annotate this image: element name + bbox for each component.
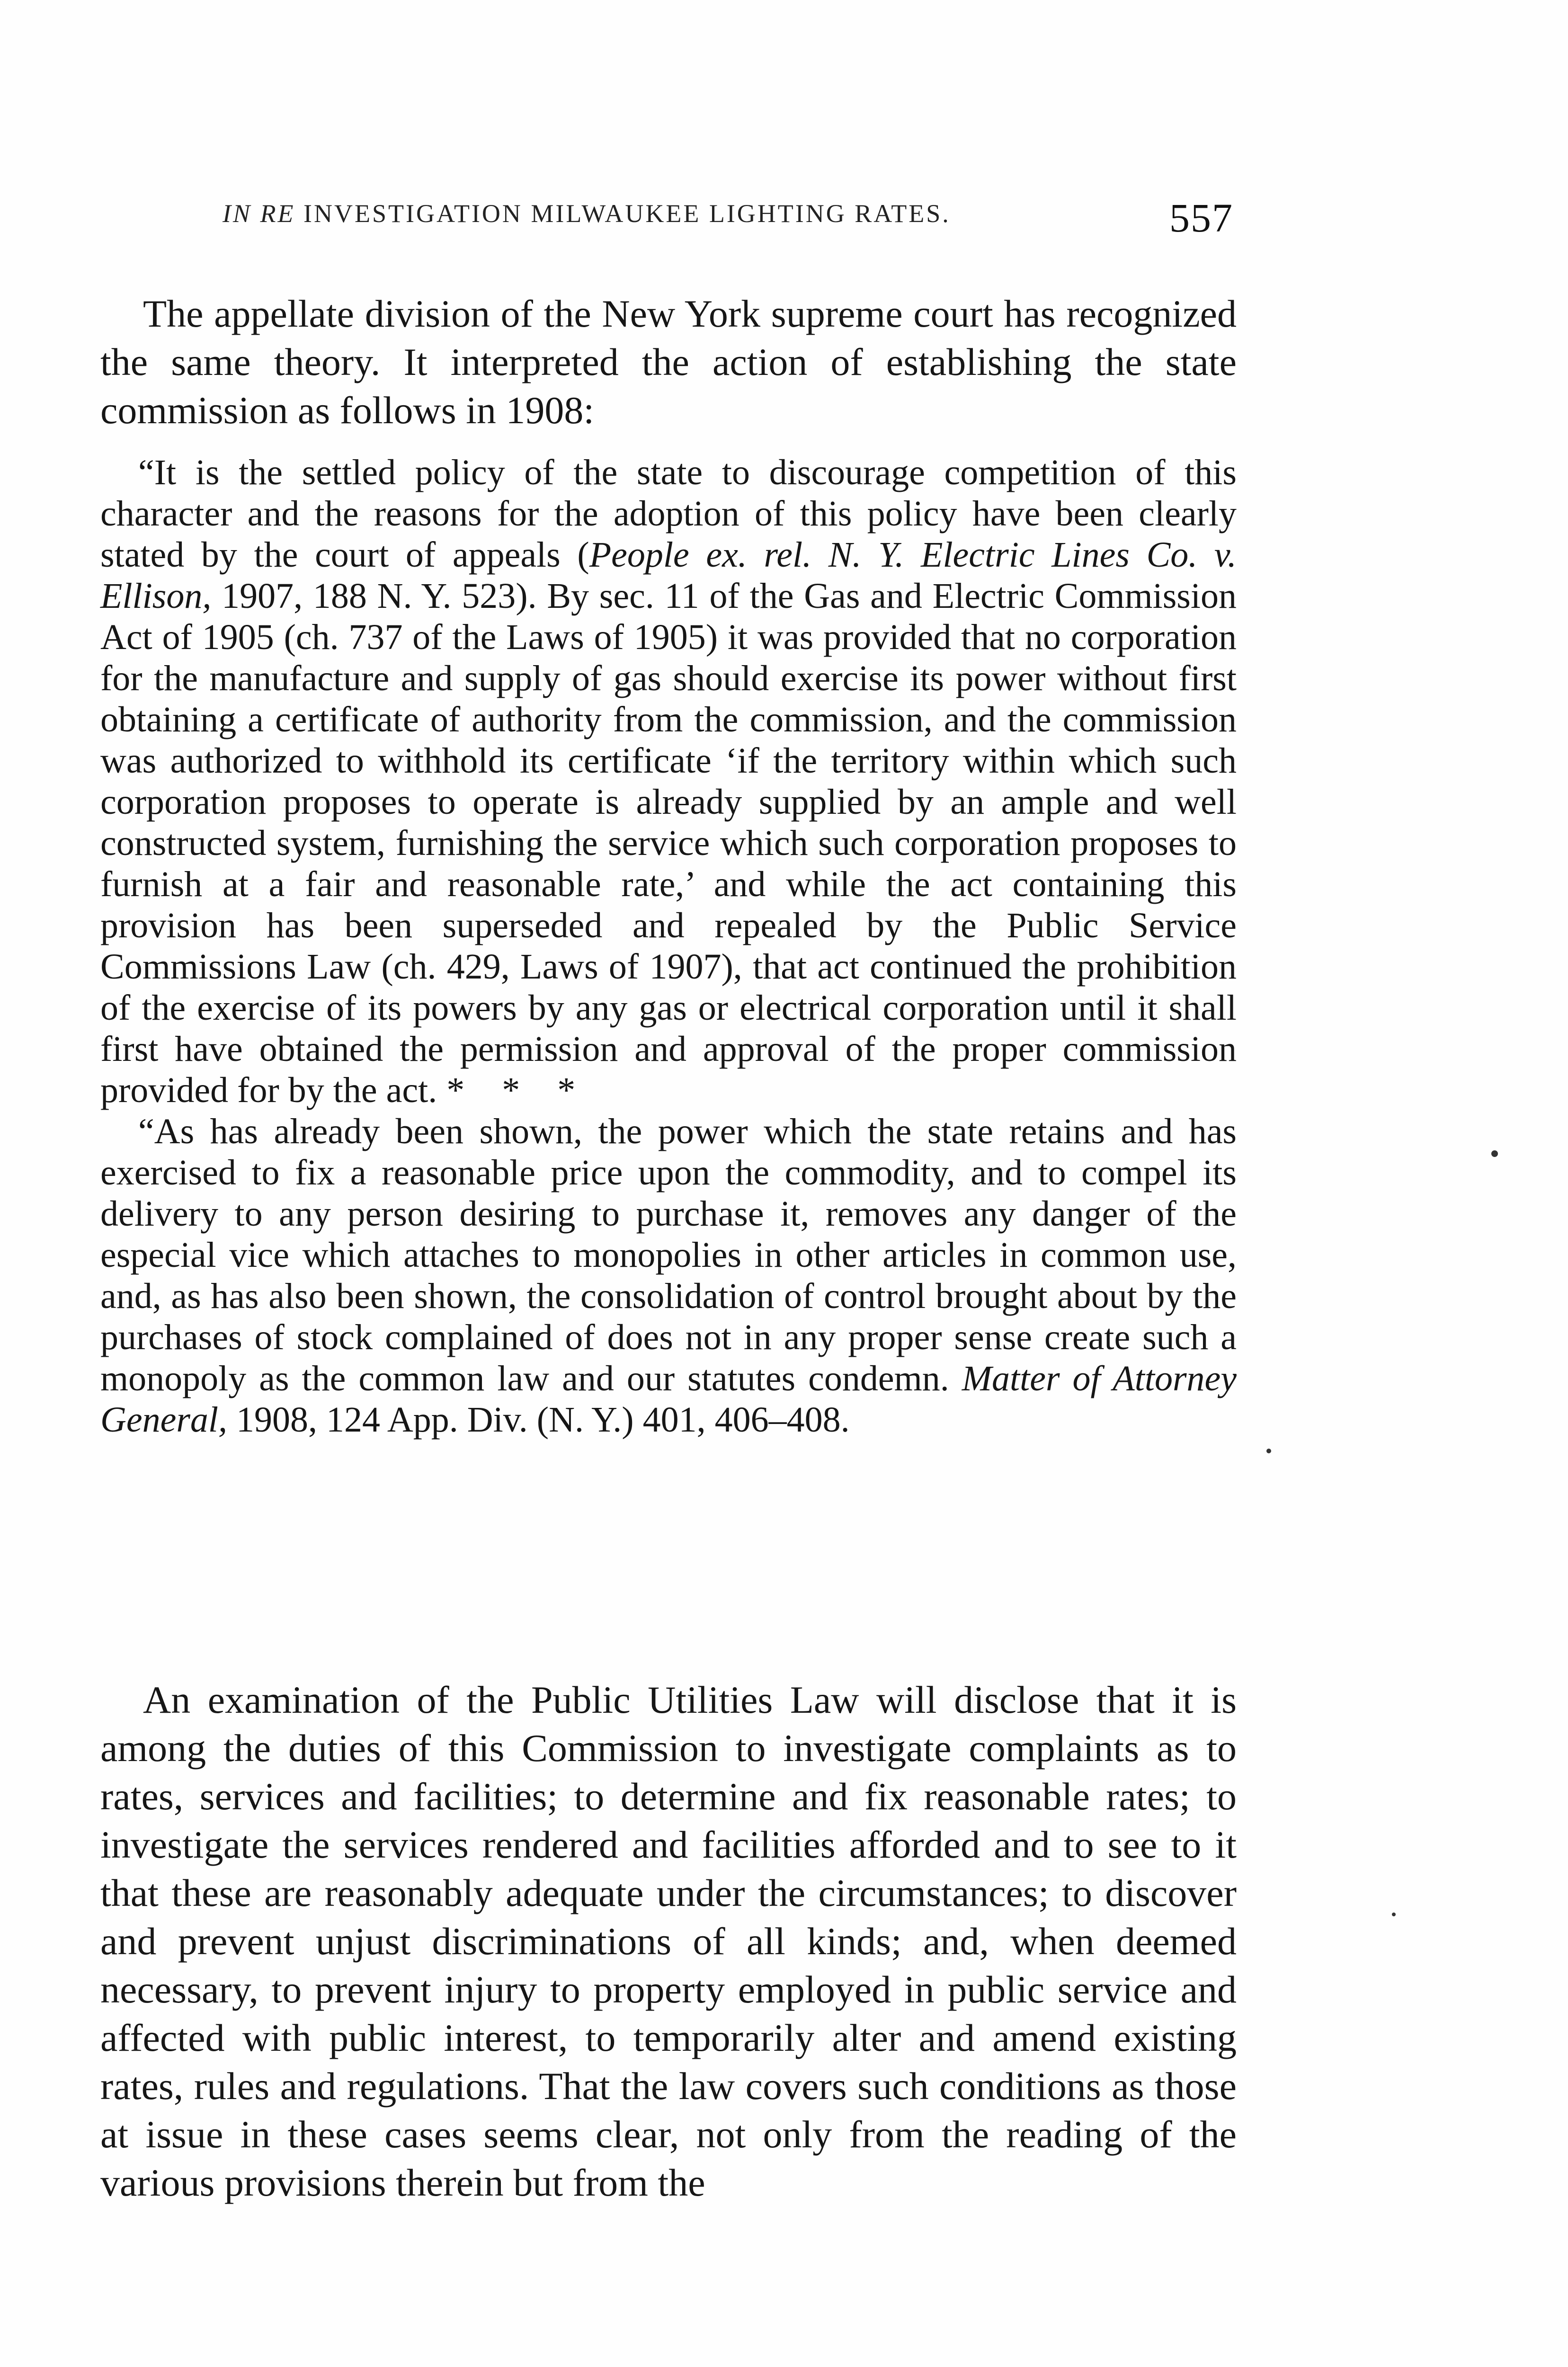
print-speck <box>1266 1449 1271 1453</box>
ellipsis-stars: * * * <box>446 1070 590 1110</box>
paragraph-examination: An examination of the Public Utilities Law will disclose that it is among the duties of this Commission to investigate complaints as to rates, services and facilities; to determine and fix reasonable rates; to investigate the services rendered and facilities afforded and to see to it that these are reasonably adequate under the circumstances; to discover and prevent unjust discriminations of all kinds; and, when deemed necessary, to prevent injury to property employed in public service and affected with public interest, to temporarily alter and amend existing rates, rules and regulations. That the law covers such conditions as those at issue in these cases seems clear, not only from the reading of the various provisions therein but from the <box>100 1678 1237 2204</box>
quote-2-citation: Matter of Attorney General, <box>100 1359 1237 1440</box>
page-number: 557 <box>1169 195 1233 240</box>
print-speck <box>1392 1913 1396 1916</box>
quote-1-citation: People ex. rel. N. Y. Electric Lines Co. v. Ellison, <box>100 535 1237 616</box>
running-head-title: INVESTIGATION MILWAUKEE LIGHTING RATES. <box>295 199 951 228</box>
quote-1-text-a: “It is the settled policy of the state to discourage competition of this character and the reasons for the adoption of this policy have been clearly stated by the court of appeals ( <box>100 453 1237 575</box>
quote-paragraph-1 <box>100 452 1237 1111</box>
block-quote <box>100 452 1237 1441</box>
paragraph-intro: The appellate division of the New York supreme court has recognized the same theory. It interpreted the action of establishing the state commission as follows in 1908: <box>100 292 1237 432</box>
quote-2-text-b: 1908, 124 App. Div. (N. Y.) 401, 406–408. <box>227 1400 850 1440</box>
quote-2-text-a: “As has already been shown, the power which the state retains and has exercised to fix a reasonable price upon the commodity, and to compel its delivery to any person desiring to purchase it, removes any danger of the especial vice which attaches to monopolies in other articles in common use, and, as has also been shown, the consolidation of control brought about by the purchases of stock complained of does not in any proper sense create such a monopoly as the common law and our statutes condemn. <box>100 1112 1237 1398</box>
running-head <box>223 199 1264 228</box>
quote-1-text-b: 1907, 188 N. Y. 523). By sec. 11 of the Gas and Electric Commission Act of 1905 (ch. 737 of the Laws of 1905) it was provided that no corporation for the manufacture and supply of gas should exercise its power without first obtaining a certificate of authority from the commission, and the commission was authorized to withhold its certificate ‘if the territory within which such corporation proposes to operate is already supplied by an ample and well constructed system, furnishing the service which such corporation proposes to furnish at a fair and reasonable rate,’ and while the act containing this provision has been superseded and repealed by the Public Service Commissions Law (ch. 429, Laws of 1907), that act continued the prohibition of the exercise of its powers by any gas or electrical corporation until it shall first have obtained the permission and approval of the proper commission provided for by the act. <box>100 576 1237 1110</box>
running-head-case-name: IN RE <box>223 199 295 228</box>
quote-paragraph-2 <box>100 1111 1237 1441</box>
print-speck <box>1491 1150 1498 1157</box>
